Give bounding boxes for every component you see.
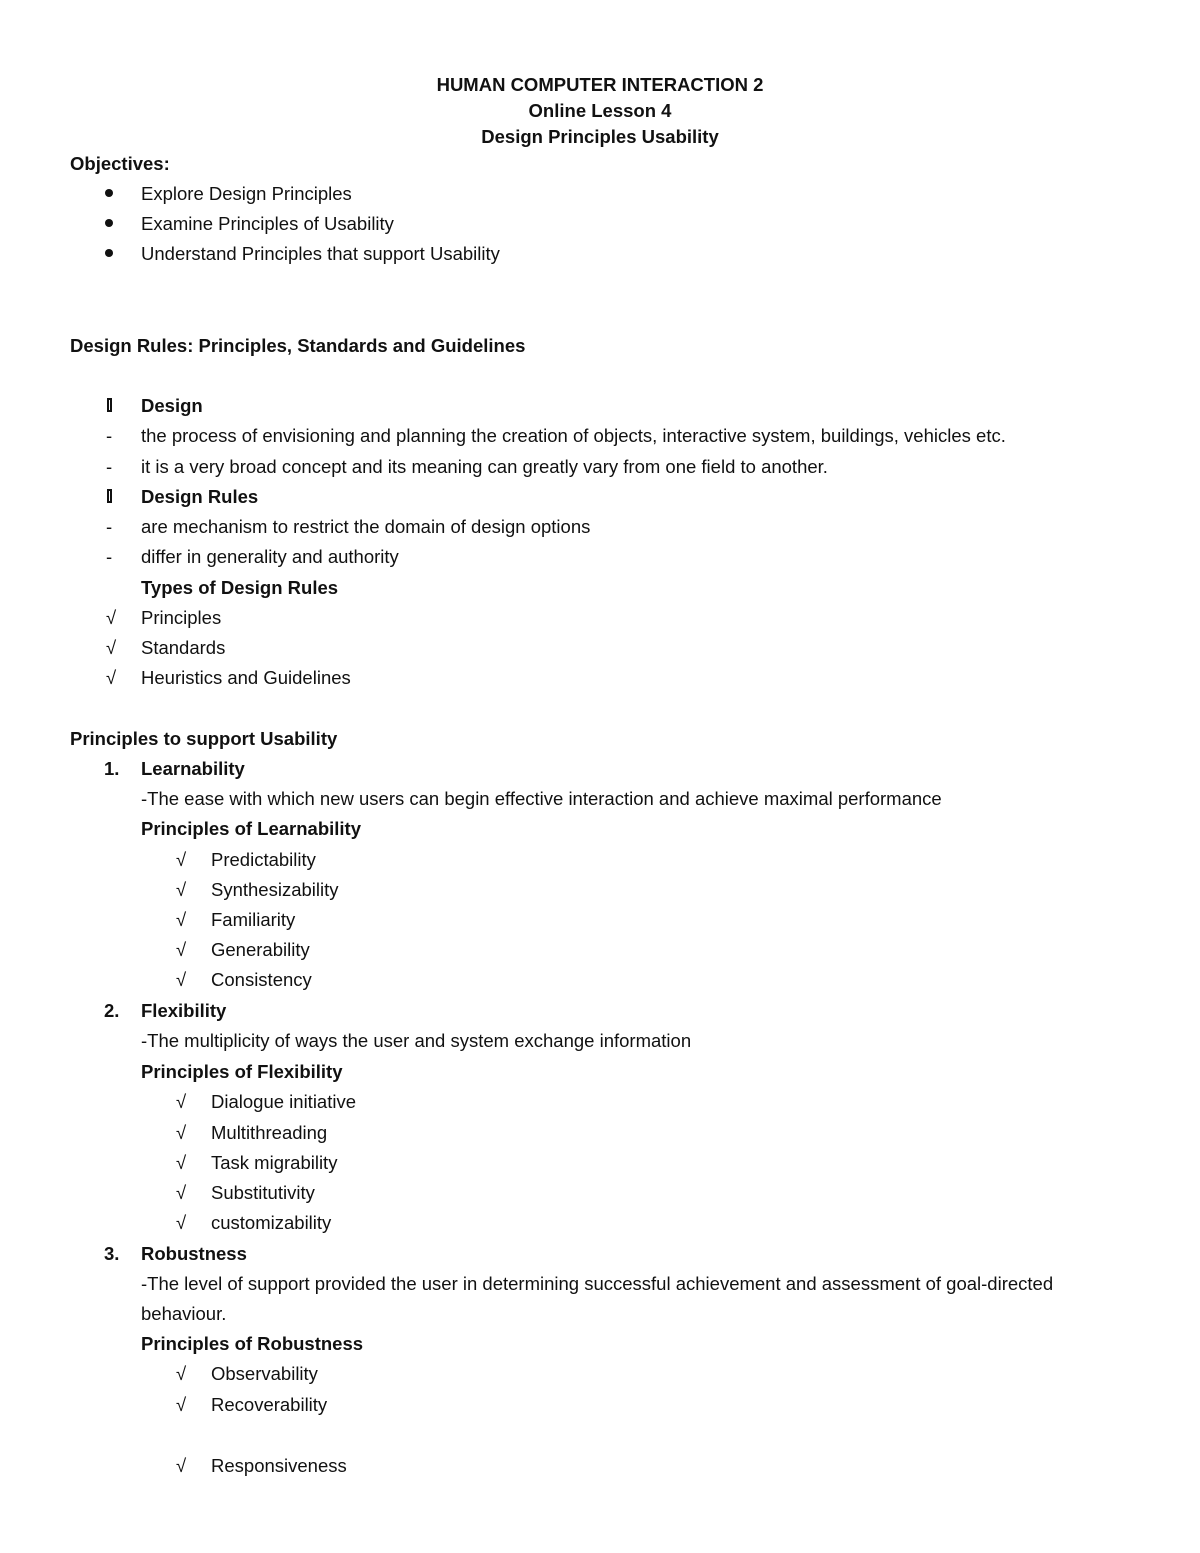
checkmark-icon: √: [106, 637, 117, 658]
checkmark-icon: √: [106, 667, 117, 688]
objective-item: Explore Design Principles: [141, 183, 352, 204]
principle-item: Familiarity: [211, 909, 296, 930]
checkmark-icon: √: [176, 849, 187, 870]
dash-marker: -: [106, 425, 113, 446]
objective-item: Understand Principles that support Usability: [141, 243, 500, 264]
checkmark-icon: √: [176, 1212, 187, 1233]
principle-item: Generability: [211, 939, 310, 960]
principle-item: customizability: [211, 1212, 332, 1233]
section-description: -The multiplicity of ways the user and system exchange information: [141, 1030, 692, 1051]
design-point: the process of envisioning and planning the creation of objects, interactive system, buildings, vehicles etc.: [141, 425, 1006, 446]
design-term: Design: [141, 395, 203, 416]
usability-heading: Principles to support Usability: [70, 728, 338, 749]
dash-marker: -: [106, 456, 113, 477]
principle-item: Observability: [211, 1363, 318, 1384]
section-number: 1.: [104, 758, 120, 779]
checkmark-icon: √: [176, 969, 187, 990]
checkmark-icon: √: [176, 939, 187, 960]
checkmark-icon: √: [176, 1394, 187, 1415]
section-description-continued: behaviour.: [141, 1303, 227, 1324]
principle-item: Synthesizability: [211, 879, 339, 900]
bullet-dot-icon: [105, 249, 113, 257]
types-heading: Types of Design Rules: [141, 577, 339, 598]
principle-item: Task migrability: [211, 1152, 338, 1173]
objectives-heading: Objectives:: [70, 153, 170, 174]
principle-item: Predictability: [211, 849, 316, 870]
principle-item: Dialogue initiative: [211, 1091, 357, 1112]
section-title: Flexibility: [141, 1000, 227, 1021]
type-item: Heuristics and Guidelines: [141, 667, 351, 688]
design-rules-term: Design Rules: [141, 486, 259, 507]
dash-marker: -: [106, 516, 113, 537]
topic-title: Design Principles Usability: [481, 126, 719, 147]
principle-item: Recoverability: [211, 1394, 328, 1415]
principles-heading: Principles of Flexibility: [141, 1061, 343, 1082]
type-item: Principles: [141, 607, 222, 628]
checkmark-icon: √: [176, 1455, 187, 1476]
square-bullet-icon: [107, 489, 112, 503]
section-title: Learnability: [141, 758, 245, 779]
checkmark-icon: √: [176, 909, 187, 930]
section-description: -The ease with which new users can begin effective interaction and achieve maximal performance: [141, 788, 942, 809]
type-item: Standards: [141, 637, 226, 658]
checkmark-icon: √: [176, 879, 187, 900]
section-number: 2.: [104, 1000, 120, 1021]
checkmark-icon: √: [176, 1363, 187, 1384]
checkmark-icon: √: [176, 1091, 187, 1112]
principle-item: Multithreading: [211, 1122, 328, 1143]
principle-item: Responsiveness: [211, 1455, 347, 1476]
design-rules-point: differ in generality and authority: [141, 546, 399, 567]
principles-heading: Principles of Robustness: [141, 1333, 364, 1354]
course-title: HUMAN COMPUTER INTERACTION 2: [436, 74, 764, 95]
checkmark-icon: √: [176, 1152, 187, 1173]
principles-heading: Principles of Learnability: [141, 818, 362, 839]
square-bullet-icon: [107, 398, 112, 412]
dash-marker: -: [106, 546, 113, 567]
lesson-title: Online Lesson 4: [528, 100, 672, 121]
checkmark-icon: √: [176, 1182, 187, 1203]
design-point: it is a very broad concept and its meaning can greatly vary from one field to another.: [141, 456, 828, 477]
objective-item: Examine Principles of Usability: [141, 213, 394, 234]
bullet-dot-icon: [105, 189, 113, 197]
checkmark-icon: √: [176, 1122, 187, 1143]
principle-item: Substitutivity: [211, 1182, 315, 1203]
design-rules-point: are mechanism to restrict the domain of design options: [141, 516, 591, 537]
design-rules-heading: Design Rules: Principles, Standards and Guidelines: [70, 335, 526, 356]
section-number: 3.: [104, 1243, 120, 1264]
checkmark-icon: √: [106, 607, 117, 628]
bullet-dot-icon: [105, 219, 113, 227]
section-description: -The level of support provided the user in determining successful achievement and assessment of goal-directed: [141, 1273, 1054, 1294]
principle-item: Consistency: [211, 969, 312, 990]
section-title: Robustness: [141, 1243, 247, 1264]
